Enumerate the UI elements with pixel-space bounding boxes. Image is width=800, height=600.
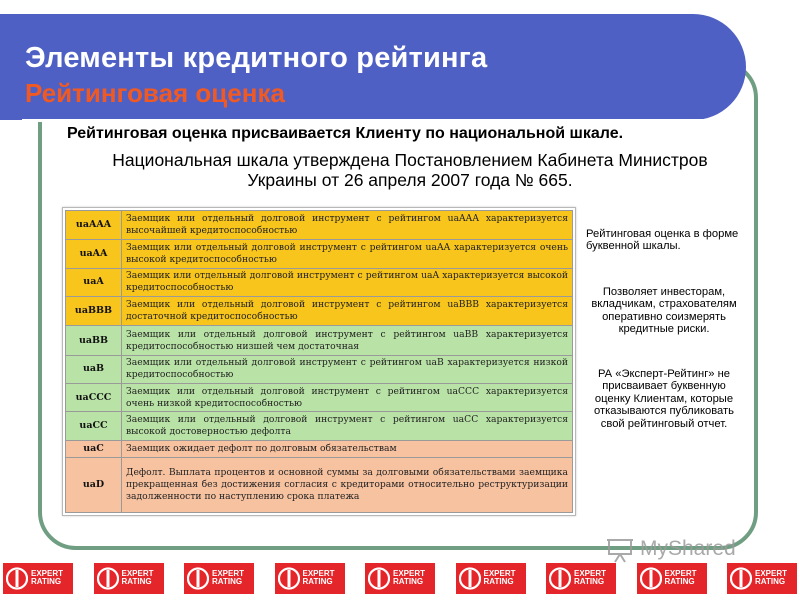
expert-rating-logo <box>184 563 254 594</box>
rating-code: uaAA <box>66 240 122 268</box>
side-note-1: Рейтинговая оценка в форме буквенной шкалы. <box>586 228 739 253</box>
rating-description: Дефолт. Выплата процентов и основной суммы за долговыми обязательствами заемщика прекращенная без достижения согласия с кредиторами относительно реструктуризации задолженности по наступлению срока платежа <box>122 458 573 513</box>
rating-code: uaC <box>66 440 122 458</box>
side-note-3: РА «Эксперт-Рейтинг» не присваивает буквенную оценку Клиентам, которые отказываются публиковать свой рейтинговый отчет. <box>594 368 734 430</box>
page-subtitle: Рейтинговая оценка <box>25 78 285 108</box>
expert-rating-logo <box>365 563 435 594</box>
rating-code: uaBBB <box>66 296 122 325</box>
rating-code: uaA <box>66 268 122 296</box>
rating-code: uaCC <box>66 412 122 440</box>
logo-strip <box>0 560 800 596</box>
expert-rating-logo <box>275 563 345 594</box>
expert-rating-logo <box>637 563 707 594</box>
rating-row <box>66 240 573 268</box>
logo-line-1: EXPERT <box>302 568 335 578</box>
rating-description: Заемщик или отдельный долговой инструмент с рейтингом uaBBB характеризуется достаточной кредитоспособностью <box>122 296 573 325</box>
scale-note: Национальная шкала утверждена Постановлением Кабинета Министров Украины от 26 апреля 2007 года № 665. <box>112 150 708 190</box>
rating-row <box>66 326 573 355</box>
logo-line-1: EXPERT <box>483 568 516 578</box>
expert-rating-mark-icon <box>549 566 571 591</box>
rating-row <box>66 355 573 383</box>
rating-row <box>66 268 573 296</box>
logo-line-1: EXPERT <box>31 568 64 578</box>
logo-line-1: EXPERT <box>755 568 788 578</box>
rating-code: uaB <box>66 355 122 383</box>
logo-line-1: EXPERT <box>121 568 154 578</box>
logo-line-2: RATING <box>121 577 152 586</box>
logo-line-1: EXPERT <box>393 568 426 578</box>
expert-rating-logo <box>727 563 797 594</box>
logo-line-2: RATING <box>483 577 514 586</box>
side-note-2: Позволяет инвесторам, вкладчикам, страхователям оперативно соизмерять кредитные риски. <box>591 286 737 336</box>
rating-code: uaCCC <box>66 384 122 412</box>
page-title: Элементы кредитного рейтинга <box>25 42 488 74</box>
logo-line-1: EXPERT <box>664 568 697 578</box>
rating-description: Заемщик или отдельный долговой инструмент с рейтингом uaBB характеризуется кредитоспособностью низшей чем достаточная <box>122 326 573 355</box>
rating-description: Заемщик или отдельный долговой инструмент с рейтингом uaAA характеризуется очень высокой кредитоспособностью <box>122 240 573 268</box>
expert-rating-logo <box>3 563 73 594</box>
expert-rating-mark-icon <box>97 566 119 591</box>
logo-line-1: EXPERT <box>212 568 245 578</box>
expert-rating-mark-icon <box>6 566 28 591</box>
rating-row <box>66 440 573 458</box>
rating-description: Заемщик или отдельный долговой инструмент с рейтингом uaAAA характеризуется высочайшей кредитоспособностью <box>122 211 573 240</box>
expert-rating-mark-icon <box>730 566 752 591</box>
rating-code: uaBB <box>66 326 122 355</box>
watermark-text: MyShared <box>640 537 736 560</box>
logo-line-2: RATING <box>393 577 424 586</box>
expert-rating-mark-icon <box>278 566 300 591</box>
rating-row <box>66 296 573 325</box>
rating-row <box>66 458 573 513</box>
logo-line-2: RATING <box>302 577 333 586</box>
logo-line-2: RATING <box>574 577 605 586</box>
rating-description: Заемщик ожидает дефолт по долговым обязательствам <box>122 440 573 458</box>
logo-line-2: RATING <box>212 577 243 586</box>
header-divider <box>22 119 706 122</box>
rating-scale-table <box>62 207 576 516</box>
rating-description: Заемщик или отдельный долговой инструмент с рейтингом uaA характеризуется высокой кредитоспособностью <box>122 268 573 296</box>
logo-line-1: EXPERT <box>574 568 607 578</box>
lead-text: Рейтинговая оценка присваивается Клиенту по национальной шкале. <box>67 125 624 142</box>
rating-row <box>66 211 573 240</box>
rating-description: Заемщик или отдельный долговой инструмент с рейтингом uaB характеризуется низкой кредитоспособностью <box>122 355 573 383</box>
logo-line-2: RATING <box>31 577 62 586</box>
logo-line-2: RATING <box>755 577 786 586</box>
rating-row <box>66 384 573 412</box>
header-banner <box>0 14 746 120</box>
expert-rating-mark-icon <box>459 566 481 591</box>
logo-line-2: RATING <box>664 577 695 586</box>
expert-rating-mark-icon <box>368 566 390 591</box>
expert-rating-logo <box>546 563 616 594</box>
rating-code: uaD <box>66 458 122 513</box>
expert-rating-mark-icon <box>187 566 209 591</box>
rating-row <box>66 412 573 440</box>
rating-description: Заемщик или отдельный долговой инструмент с рейтингом uaCC характеризуется высокой достоверностью дефолта <box>122 412 573 440</box>
rating-description: Заемщик или отдельный долговой инструмент с рейтингом uaCCC характеризуется очень низкой кредитоспособностью <box>122 384 573 412</box>
expert-rating-mark-icon <box>640 566 662 591</box>
expert-rating-logo <box>456 563 526 594</box>
rating-code: uaAAA <box>66 211 122 240</box>
expert-rating-logo <box>94 563 164 594</box>
